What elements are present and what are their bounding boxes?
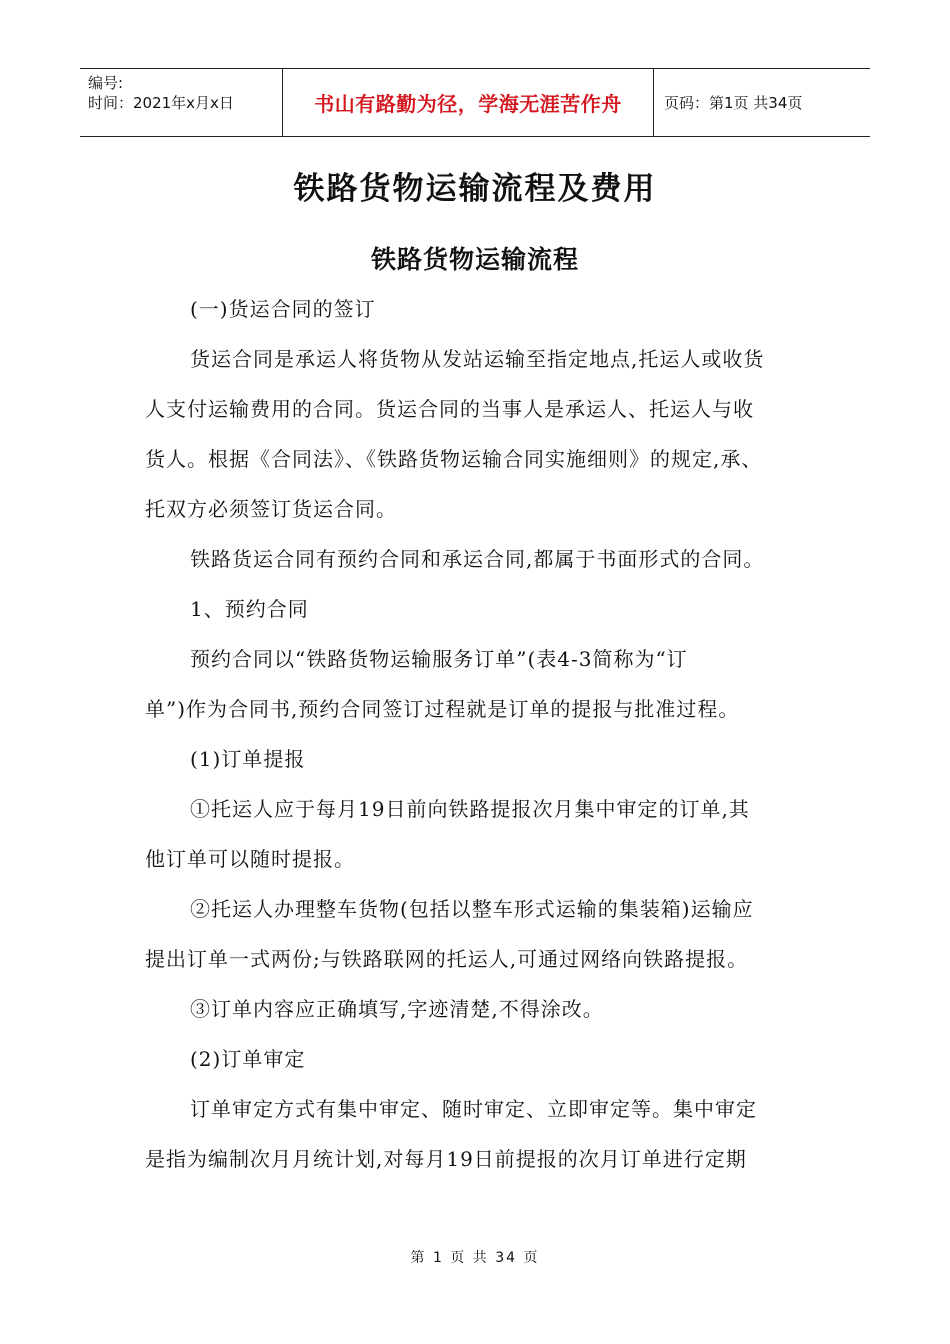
paragraph-line: 预约合同以“铁路货物运输服务订单”(表4-3简称为“订 <box>190 647 688 671</box>
paragraph-line: ②托运人办理整车货物(包括以整车形式运输的集装箱)运输应 <box>190 897 754 921</box>
paragraph-line: 人支付运输费用的合同。货运合同的当事人是承运人、托运人与收 <box>145 397 754 421</box>
heading-reservation-contract: 1、预约合同 <box>190 597 309 621</box>
paragraph-line: ③订单内容应正确填写,字迹清楚,不得涂改。 <box>190 997 604 1021</box>
header-motto: 书山有路勤为径，学海无涯苦作舟 <box>282 69 654 136</box>
paragraph-line: 是指为编制次月月统计划,对每月19日前提报的次月订单进行定期 <box>145 1147 747 1171</box>
page-footer: 第 1 页 共 34 页 <box>410 1250 540 1266</box>
paragraph-line: 提出订单一式两份;与铁路联网的托运人,可通过网络向铁路提报。 <box>145 947 749 971</box>
heading-order-review: (2)订单审定 <box>190 1047 306 1071</box>
paragraph-line: 托双方必须签订货运合同。 <box>145 497 397 521</box>
section-title: 铁路货物运输流程 <box>370 245 579 274</box>
paragraph-line: 货人。根据《合同法》、《铁路货物运输合同实施细则》的规定,承、 <box>145 447 763 471</box>
paragraph-line: ①托运人应于每月19日前向铁路提报次月集中审定的订单,其 <box>190 797 750 821</box>
document-number-label: 编号: <box>88 74 124 92</box>
paragraph-line: 货运合同是承运人将货物从发站运输至指定地点,托运人或收货 <box>190 347 765 371</box>
header-meta <box>80 69 282 136</box>
document-date-label: 时间：2021年x月x日 <box>88 94 234 112</box>
paragraph-line: 订单审定方式有集中审定、随时审定、立即审定等。集中审定 <box>190 1097 757 1121</box>
document-title: 铁路货物运输流程及费用 <box>293 171 657 207</box>
paragraph-line: 他订单可以随时提报。 <box>145 847 355 871</box>
paragraph-line: 单”)作为合同书,预约合同签订过程就是订单的提报与批准过程。 <box>145 697 740 721</box>
paragraph-line: 铁路货运合同有预约合同和承运合同,都属于书面形式的合同。 <box>190 547 765 571</box>
heading-contract-signing: (一)货运合同的签订 <box>190 297 376 321</box>
header-page-info: 页码：第1页 共34页 <box>664 94 803 112</box>
heading-order-submission: (1)订单提报 <box>190 747 306 771</box>
page-header <box>80 68 870 137</box>
